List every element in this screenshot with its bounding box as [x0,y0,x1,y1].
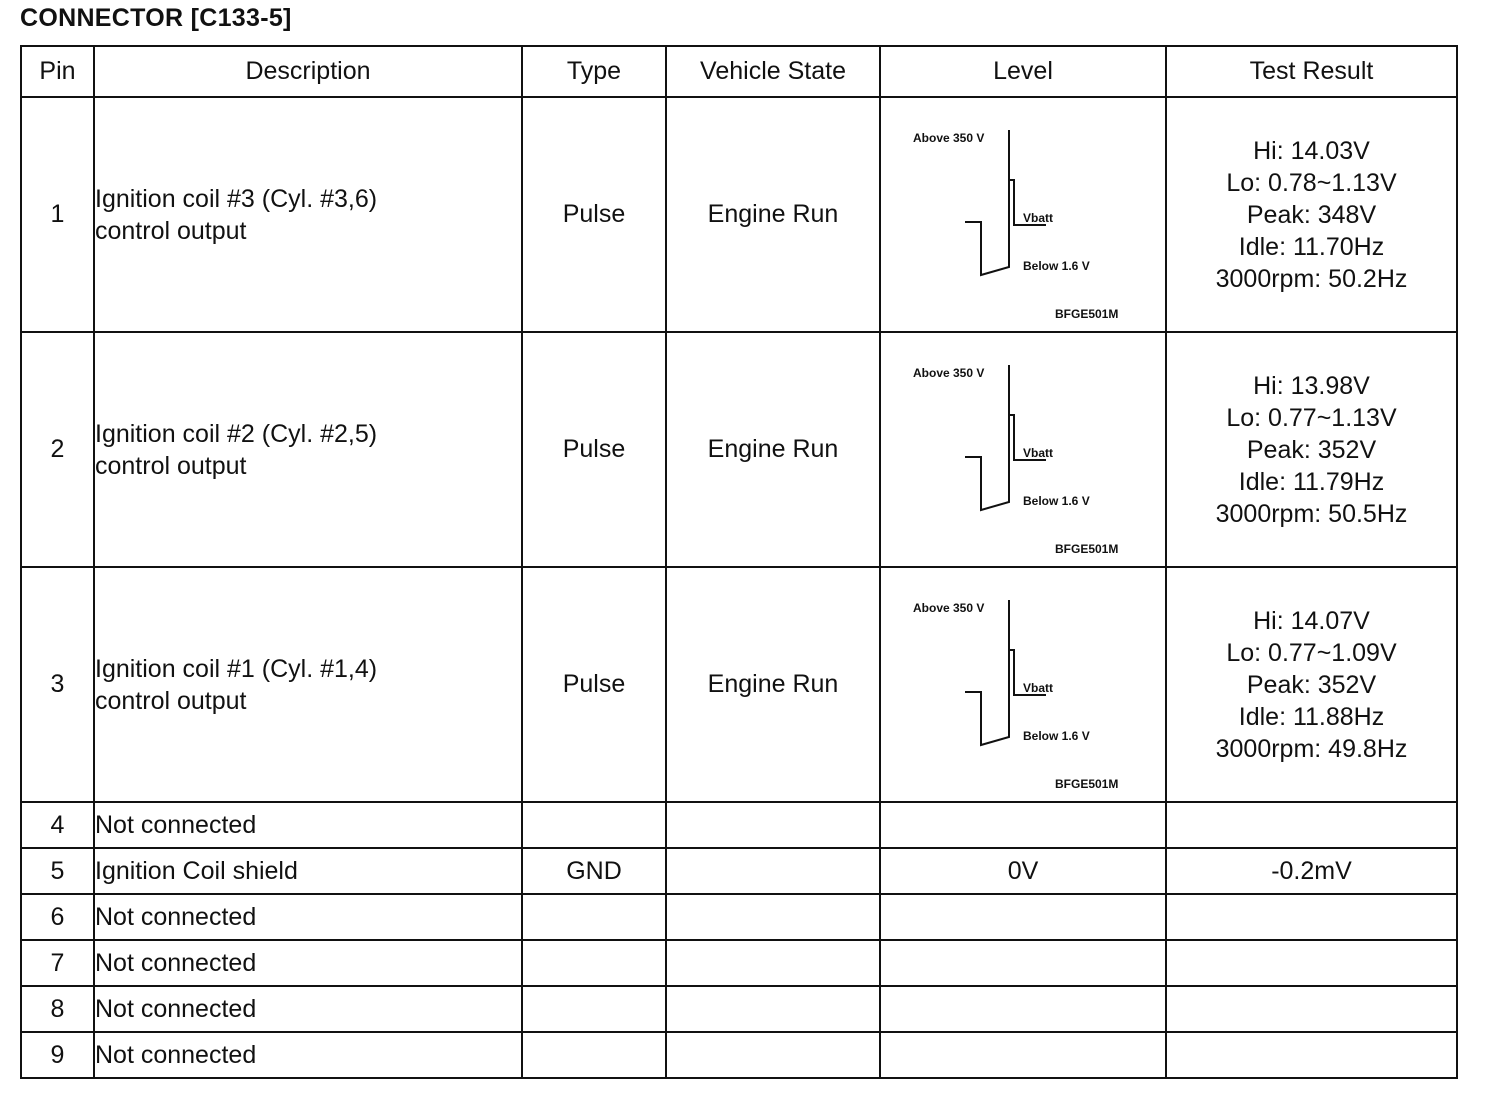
vehicle-state [666,1032,880,1078]
waveform-vbatt-label: Vbatt [1023,445,1053,460]
result-line: Hi: 14.07V [1253,606,1370,635]
vehicle-state [666,848,880,894]
pin-description [94,567,522,802]
pin-number: 6 [21,894,94,940]
header-description: Description [94,46,522,97]
pin-level [880,1032,1166,1078]
result-line: Lo: 0.78~1.13V [1226,168,1397,197]
result-line: 3000rpm: 50.5Hz [1215,499,1408,528]
test-result [1166,802,1457,848]
header-type: Type [522,46,666,97]
pin-type [522,986,666,1032]
ignition-pulse-waveform [893,345,1153,555]
table-row [21,97,1457,332]
pin-number: 3 [21,567,94,802]
pin-description [94,97,522,332]
pin-description: Not connected [94,940,522,986]
result-line: Lo: 0.77~1.09V [1226,638,1397,667]
waveform-below-label: Below 1.6 V [1023,728,1090,743]
pin-type [522,802,666,848]
pin-number: 9 [21,1032,94,1078]
description-line: control output [95,216,247,245]
pin-number: 2 [21,332,94,567]
pin-number: 7 [21,940,94,986]
pin-number: 5 [21,848,94,894]
table-row [21,1032,1457,1078]
vehicle-state: Engine Run [666,567,880,802]
waveform-code: BFGE501M [1055,776,1119,790]
pin-type [522,1032,666,1078]
pin-number: 4 [21,802,94,848]
ignition-pulse-waveform [893,110,1153,320]
pin-type: GND [522,848,666,894]
pin-description: Not connected [94,1032,522,1078]
description-line: Ignition coil #1 (Cyl. #1,4) [95,654,378,683]
pin-description: Not connected [94,986,522,1032]
result-line: Peak: 352V [1246,435,1377,464]
connector-title: CONNECTOR [C133-5] [20,4,292,32]
ignition-pulse-waveform [893,580,1153,790]
pin-type [522,940,666,986]
waveform-above-label: Above 350 V [913,130,985,145]
pin-level: 0V [880,848,1166,894]
description-line: Ignition coil #3 (Cyl. #3,6) [95,184,378,213]
test-result [1166,97,1457,332]
result-line: Idle: 11.88Hz [1238,702,1385,731]
pin-level [880,986,1166,1032]
pin-description: Not connected [94,894,522,940]
result-line: Hi: 13.98V [1253,371,1370,400]
waveform-code: BFGE501M [1055,306,1119,320]
vehicle-state [666,802,880,848]
result-line: Idle: 11.70Hz [1238,232,1385,261]
description-line: control output [95,686,247,715]
waveform-vbatt-label: Vbatt [1023,680,1053,695]
test-result [1166,332,1457,567]
description-line: control output [95,451,247,480]
pin-number: 8 [21,986,94,1032]
pin-level [880,894,1166,940]
result-line: 3000rpm: 50.2Hz [1215,264,1408,293]
result-line: Hi: 14.03V [1253,136,1370,165]
table-row [21,848,1457,894]
waveform-vbatt-label: Vbatt [1023,210,1053,225]
pin-type: Pulse [522,567,666,802]
waveform-trace [965,365,1029,510]
result-line: Lo: 0.77~1.13V [1226,403,1397,432]
result-line: Idle: 11.79Hz [1238,467,1385,496]
waveform-below-label: Below 1.6 V [1023,493,1090,508]
table-row [21,986,1457,1032]
waveform-above-label: Above 350 V [913,365,985,380]
table-row [21,802,1457,848]
header-row [21,46,1457,97]
pin-description: Ignition Coil shield [94,848,522,894]
waveform-below-label: Below 1.6 V [1023,258,1090,273]
waveform-above-label: Above 350 V [913,600,985,615]
pin-description: Not connected [94,802,522,848]
level-waveform-cell [880,332,1166,567]
test-result [1166,1032,1457,1078]
level-waveform-cell [880,97,1166,332]
test-result [1166,567,1457,802]
table-row [21,894,1457,940]
pin-type [522,894,666,940]
table-row [21,567,1457,802]
test-result [1166,940,1457,986]
table-row [21,332,1457,567]
header-pin: Pin [21,46,94,97]
vehicle-state [666,986,880,1032]
description-line: Ignition coil #2 (Cyl. #2,5) [95,419,378,448]
vehicle-state [666,894,880,940]
connector-pin-table [20,45,1458,1079]
pin-type: Pulse [522,97,666,332]
level-waveform-cell [880,567,1166,802]
result-line: Peak: 352V [1246,670,1377,699]
vehicle-state: Engine Run [666,97,880,332]
waveform-code: BFGE501M [1055,541,1119,555]
header-test-result: Test Result [1166,46,1457,97]
header-vehicle-state: Vehicle State [666,46,880,97]
pin-description [94,332,522,567]
test-result [1166,986,1457,1032]
vehicle-state [666,940,880,986]
table-row [21,940,1457,986]
vehicle-state: Engine Run [666,332,880,567]
pin-level [880,940,1166,986]
test-result [1166,894,1457,940]
test-result: -0.2mV [1166,848,1457,894]
result-line: Peak: 348V [1246,200,1377,229]
pin-type: Pulse [522,332,666,567]
header-level: Level [880,46,1166,97]
pin-number: 1 [21,97,94,332]
waveform-trace [965,130,1029,275]
pin-level [880,802,1166,848]
result-line: 3000rpm: 49.8Hz [1215,734,1408,763]
waveform-trace [965,600,1029,745]
